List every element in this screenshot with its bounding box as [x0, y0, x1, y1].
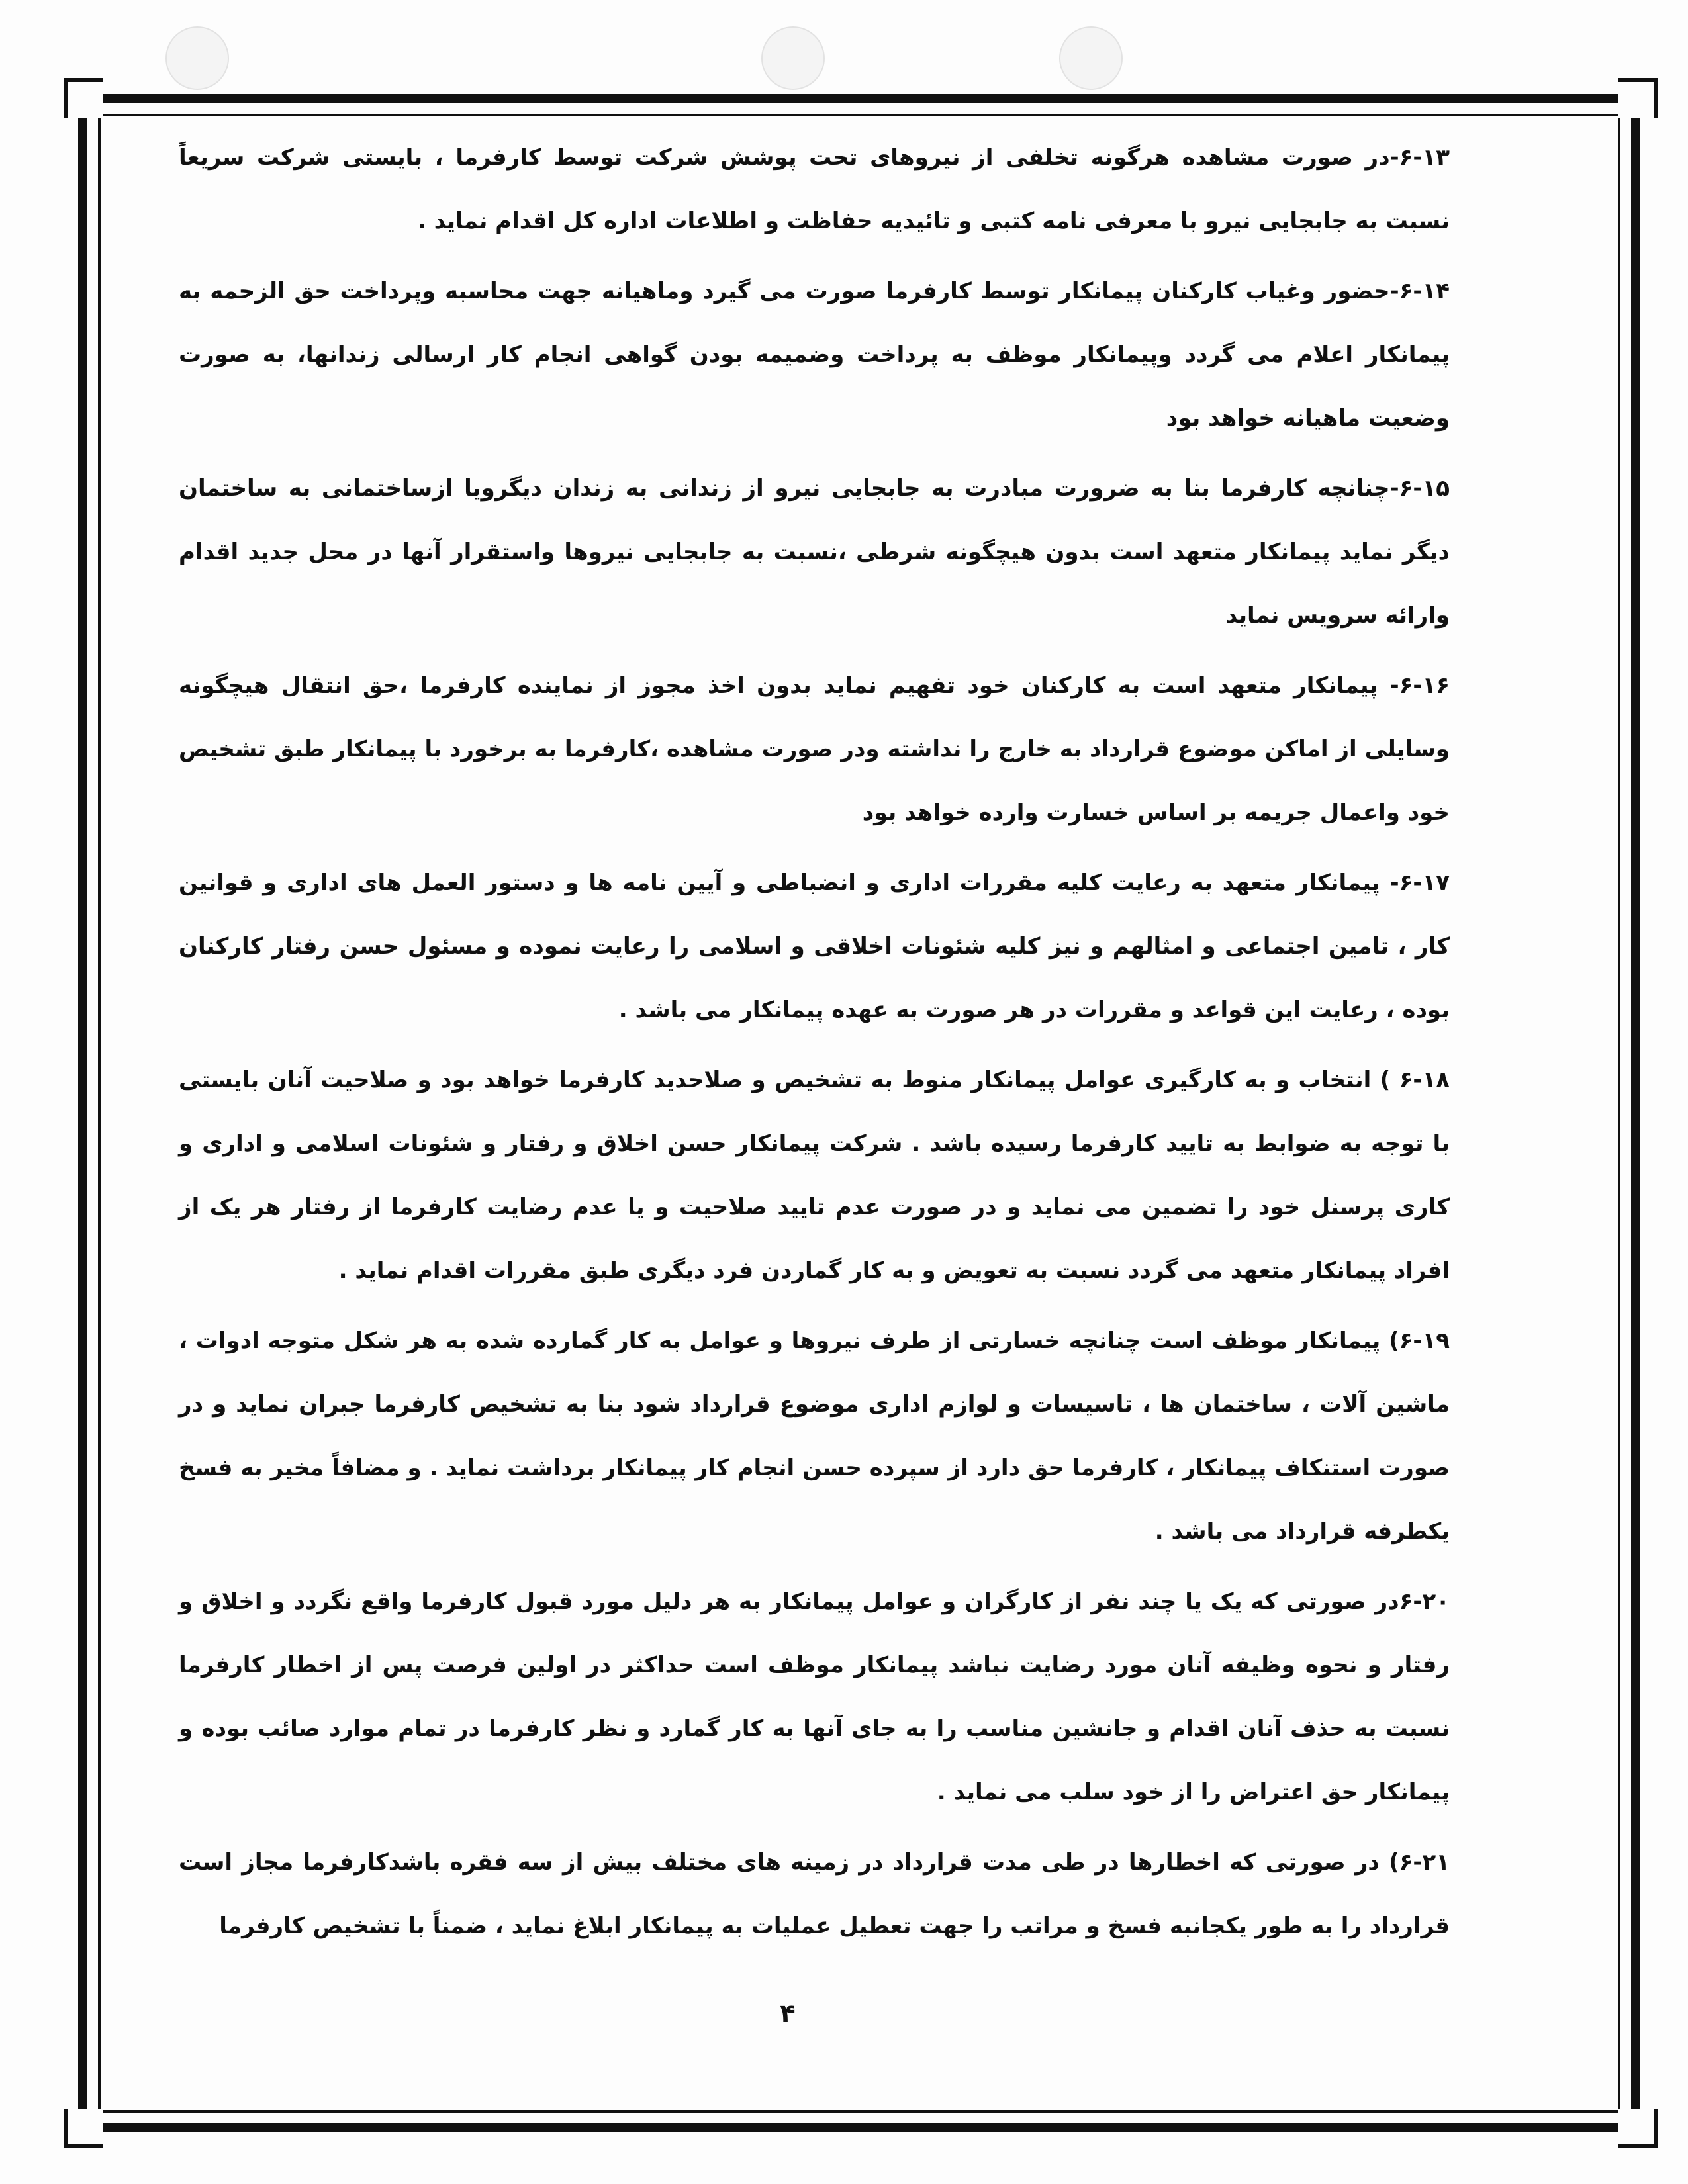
clause-6-15: ۶-۱۵-چنانچه کارفرما بنا به ضرورت مبادرت به جابجایی نیرو از زندانی به زندان دیگرویا ازساختمانی به ساختمان دیگر نماید پیمانکار متعهد است بدون هیچگونه شرطی ،نسبت به جابجایی نیروها واستقرار آنها در محل جدید اقدام وارائه سرویس نماید [179, 475, 1450, 629]
punch-hole [1059, 26, 1123, 90]
clause-6-16: ۶-۱۶- پیمانکار متعهد است به کارکنان خود تفهیم نماید بدون اخذ مجوز از نماینده کارفرما ،حق انتقال هیچگونه وسایلی از اماکن موضوع قرارداد به خارج را نداشته ودر صورت مشاهده ،کارفرما به برخورد با پیمانکار طبق تشخیص خود واعمال جریمه بر اساس خسارت وارده خواهد بود [179, 672, 1450, 826]
punch-hole [761, 26, 825, 90]
border-corner-ornament [1618, 2109, 1658, 2148]
clause-6-17: ۶-۱۷- پیمانکار متعهد به رعایت کلیه مقررات اداری و انضباطی و آیین نامه ها و دستور العمل های اداری و قوانین کار ، تامین اجتماعی و امثالهم و نیز کلیه شئونات اخلاقی و اسلامی را رعایت نموده و مسئول حسن رفتار کارکنان بوده ، رعایت این قواعد و مقررات در هر صورت به عهده پیمانکار می باشد . [179, 870, 1450, 1023]
clause-6-18: ۶-۱۸ ) انتخاب و به کارگیری عوامل پیمانکار منوط به تشخیص و صلاحدید کارفرما خواهد بود و صلاحیت آنان بایستی با توجه به ضوابط به تایید کارفرما رسیده باشد . شرکت پیمانکار حسن اخلاق و رفتار و شئونات اسلامی و اداری و کاری پرسنل خود را تضمین می نماید و در صورت عدم تایید صلاحیت و یا عدم رضایت کارفرما از رفتار هر یک از افراد پیمانکار متعهد می گردد نسبت به تعویض و به کار گماردن فرد دیگری طبق مقررات اقدام نماید . [179, 1067, 1450, 1284]
border-corner-ornament [64, 78, 103, 118]
punch-hole [165, 26, 229, 90]
clause-6-19: ۶-۱۹) پیمانکار موظف است چنانچه خسارتی از طرف نیروها و عوامل به کار گمارده شده به هر شکل متوجه ادوات ، ماشین آلات ، ساختمان ها ، تاسیسات و لوازم اداری موضوع قرارداد شود بنا به تشخیص کارفرما جبران نماید و در صورت استنکاف پیمانکار ، کارفرما حق دارد از سپرده حسن انجام کار پیمانکار برداشت نماید . و مضافاً مخیر به فسخ یکطرفه قرارداد می باشد . [179, 1328, 1450, 1545]
border-corner-ornament [64, 2109, 103, 2148]
clause-6-13: ۶-۱۳-در صورت مشاهده هرگونه تخلفی از نیروهای تحت پوشش شرکت توسط کارفرما ، بایستی شرکت سریعاً نسبت به جابجایی نیرو با معرفی نامه کتبی و تائیدیه حفاظت و اطلاعات اداره کل اقدام نماید . [179, 144, 1450, 234]
document-body [179, 126, 1450, 1964]
page-number: ۴ [780, 1999, 796, 2028]
clause-6-21: ۶-۲۱) در صورتی که اخطارها در طی مدت قرارداد در زمینه های مختلف بیش از سه فقره باشدکارفرما مجاز است قرارداد را به طور یکجانبه فسخ و مراتب را جهت تعطیل عملیات به پیمانکار ابلاغ نماید ، ضمناً با تشخیص کارفرما [179, 1849, 1450, 1939]
clause-6-14: ۶-۱۴-حضور وغیاب کارکنان پیمانکار توسط کارفرما صورت می گیرد وماهیانه جهت محاسبه وپرداخت حق الزحمه به پیمانکار اعلام می گردد وپیمانکار موظف به پرداخت وضمیمه بودن گواهی انجام کار ارسالی زندانها، به صورت وضعیت ماهیانه خواهد بود [179, 278, 1450, 432]
clause-6-20: ۶-۲۰در صورتی که یک یا چند نفر از کارگران و عوامل پیمانکار به هر دلیل مورد قبول کارفرما واقع نگردد و اخلاق و رفتار و نحوه وظیفه آنان مورد رضایت نباشد پیمانکار موظف است حداکثر در اولین فرصت پس از اخطار کارفرما نسبت به حذف آنان اقدام و جانشین مناسب را به جای آنها به کار گمارد و نظر کارفرما در تمام موارد صائب بوده و پیمانکار حق اعتراض را از خود سلب می نماید . [179, 1588, 1450, 1805]
border-corner-ornament [1618, 78, 1658, 118]
